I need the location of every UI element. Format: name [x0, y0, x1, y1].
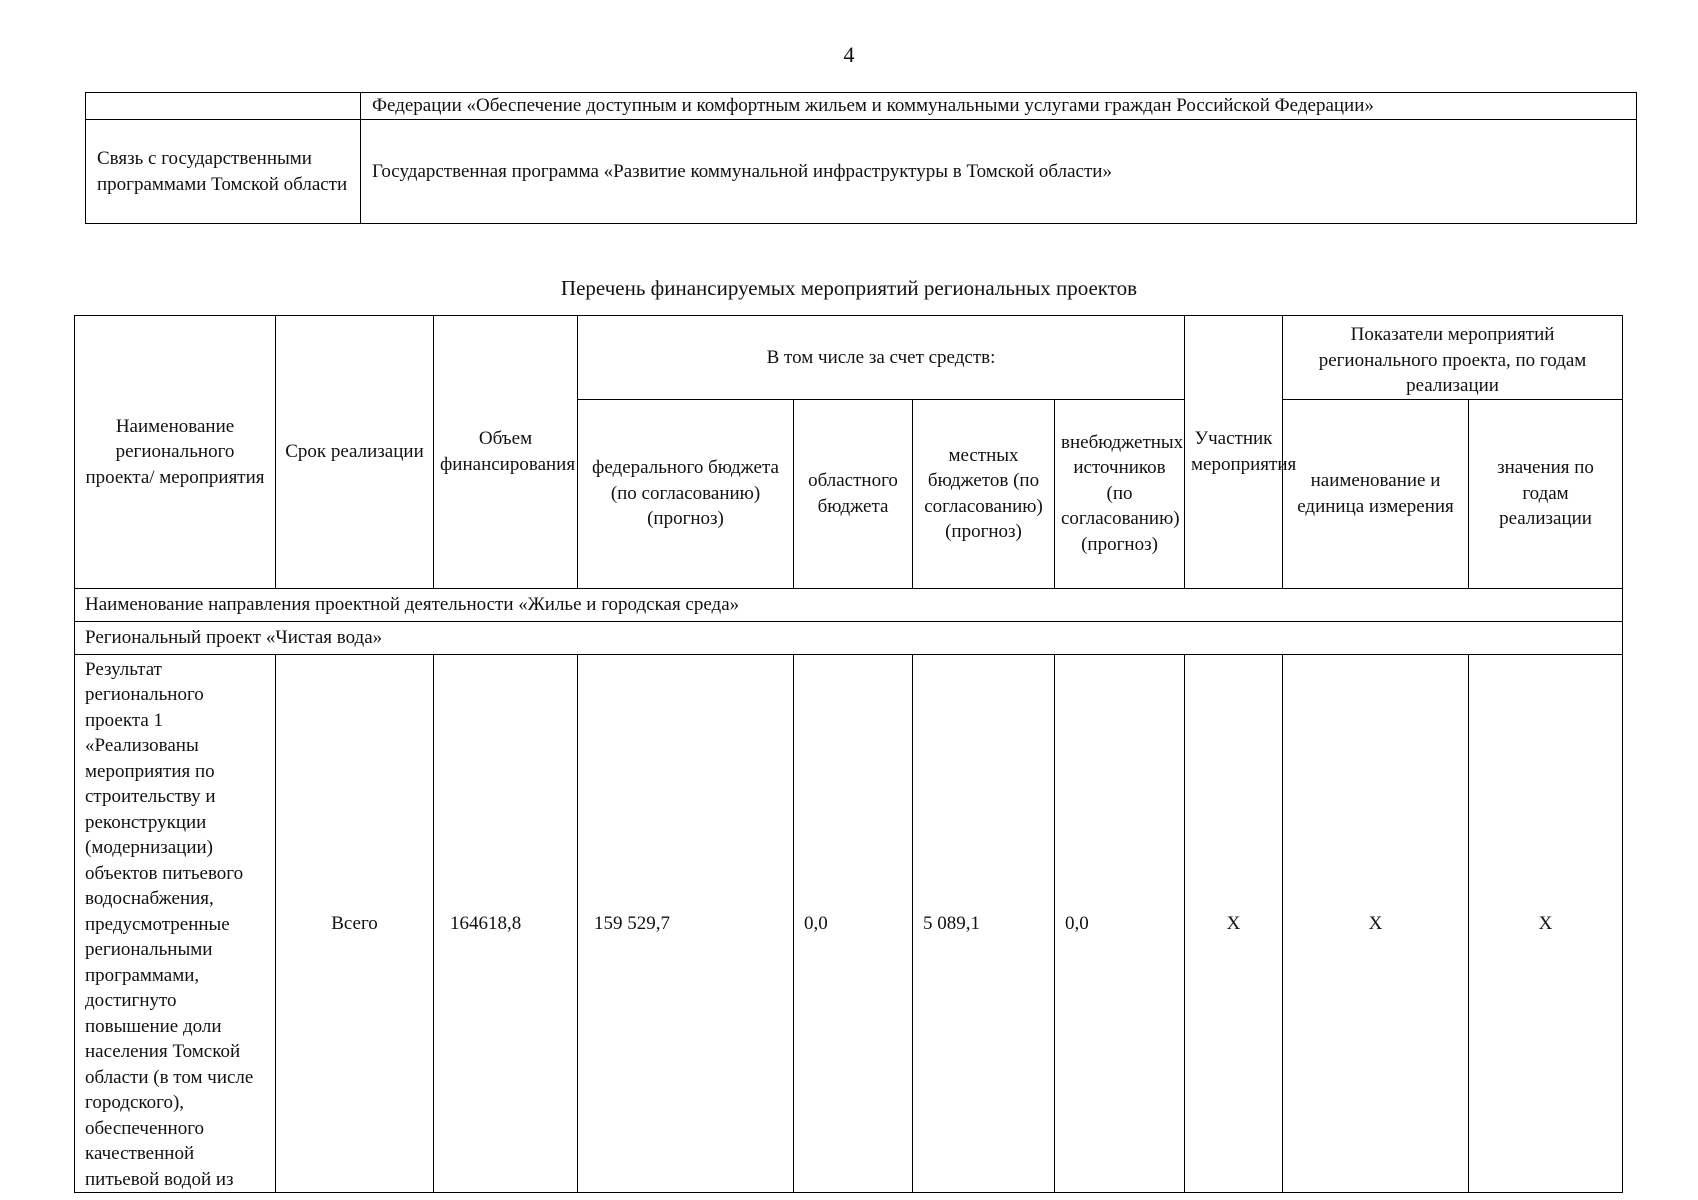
project-title: Региональный проект «Чистая вода»: [75, 621, 1623, 654]
empty-label-cell: [86, 93, 361, 120]
cell-federal: 159 529,7: [578, 654, 794, 1193]
header-incl-group: В том числе за счет средств:: [578, 316, 1185, 400]
page-number: 4: [843, 42, 855, 67]
cell-local: 5 089,1: [913, 654, 1055, 1193]
program-link-table: [85, 92, 1637, 224]
direction-title: Наименование направления проектной деятельности «Жилье и городская среда»: [75, 588, 1623, 621]
cell-indicator-values: Х: [1469, 654, 1623, 1193]
cell-indicator-name: Х: [1283, 654, 1469, 1193]
cell-extrabudget: 0,0: [1055, 654, 1185, 1193]
header-indicators-group-text: Показатели мероприятий регионального проекта, по годам реализации: [1318, 324, 1587, 396]
result-name: Результат регионального проекта 1 «Реализованы мероприятия по строительству и реконструкции (модернизации) объектов питьевого водоснабжения, предусмотренные региональными программами, достигнуто повышение доли населения Томской области (в том числе городского), обеспеченного качественной питьевой водой из: [75, 654, 276, 1193]
program-link-label: Связь с государственными программами Томской области: [86, 120, 361, 224]
header-indicator-values: значения по годам реализации: [1469, 399, 1623, 588]
header-indicator-name: наименование и единица измерения: [1283, 399, 1469, 588]
header-volume: Объем финансирования: [434, 316, 578, 589]
section-title: Перечень финансируемых мероприятий региональных проектов: [560, 276, 1138, 300]
header-name: Наименование регионального проекта/ мероприятия: [75, 316, 276, 589]
header-indicators-group: [1283, 316, 1623, 400]
table-row: [86, 120, 1637, 224]
table-row: [75, 654, 1623, 1193]
measures-table: [74, 315, 1623, 1193]
header-row: [75, 316, 1623, 400]
header-federal: федерального бюджета (по согласованию) (прогноз): [578, 399, 794, 588]
cell-term: Всего: [276, 654, 434, 1193]
project-row: [75, 621, 1623, 654]
program-link-value: Государственная программа «Развитие коммунальной инфраструктуры в Томской области»: [361, 120, 1637, 224]
cell-participant: Х: [1185, 654, 1283, 1193]
header-local: местных бюджетов (по согласованию) (прогноз): [913, 399, 1055, 588]
direction-row: [75, 588, 1623, 621]
cell-volume: 164618,8: [434, 654, 578, 1193]
header-extrabudget: внебюджетных источников (по согласованию) (прогноз): [1055, 399, 1185, 588]
table-row: [86, 93, 1637, 120]
federal-program-text: Федерации «Обеспечение доступным и комфортным жильем и коммунальными услугами граждан Российской Федерации»: [361, 93, 1637, 120]
header-term: Срок реализации: [276, 316, 434, 589]
header-participant: Участник мероприятия: [1185, 316, 1283, 589]
header-regional: областного бюджета: [794, 399, 913, 588]
cell-regional: 0,0: [794, 654, 913, 1193]
